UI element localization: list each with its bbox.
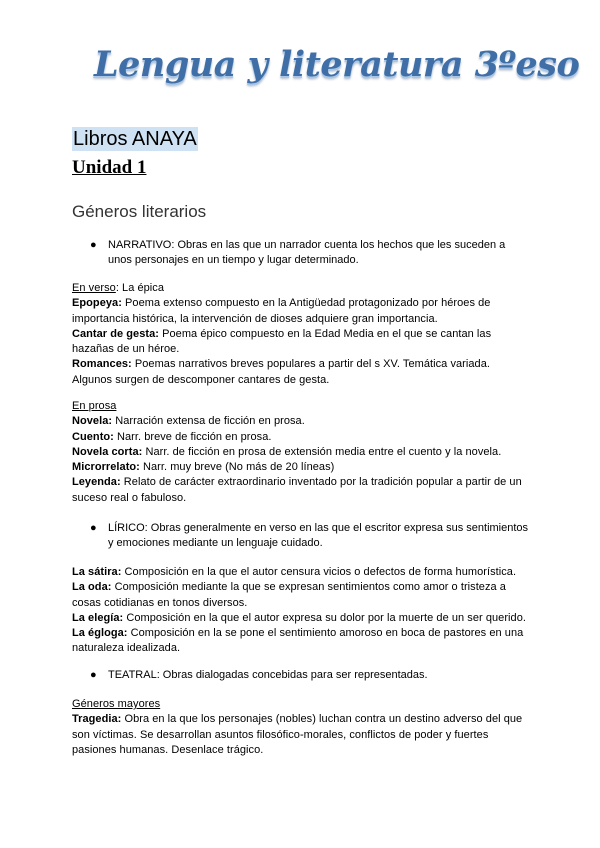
bullet-dot-icon: ● <box>90 522 97 534</box>
definition <box>72 712 532 758</box>
definition <box>72 626 532 657</box>
subheading <box>72 697 532 712</box>
generos-mayores-section <box>72 697 532 758</box>
bullet-text: TEATRAL: Obras dialogadas concebidas para ser representadas. <box>108 669 428 681</box>
term: Cantar de gesta: <box>72 327 159 340</box>
definition <box>72 565 532 580</box>
term: La sátira: <box>72 566 122 578</box>
definition <box>72 430 532 445</box>
term: Cuento: <box>72 430 114 443</box>
definition-text: Composición mediante la que se expresan sentimientos como amor o tristeza a cosas cotidianas en tonos diversos. <box>72 581 506 609</box>
term: Tragedia: <box>72 713 122 726</box>
bullet-dot-icon: ● <box>90 239 97 251</box>
definition-text: Composición en la se pone el sentimiento amoroso en boca de pastores en una naturaleza idealizada. <box>72 627 524 655</box>
page-title: Lengua y literatura 3ºeso <box>94 44 580 85</box>
definition-text: Poema épico compuesto en la Edad Media en el que se cantan las hazañas de un héroe. <box>72 327 492 356</box>
subheading-rest: : La épica <box>115 282 165 294</box>
definition <box>72 445 532 460</box>
definition <box>72 357 532 388</box>
bullet-narrativo <box>90 238 530 269</box>
unit-heading: Unidad 1 <box>72 157 147 178</box>
definition <box>72 414 532 429</box>
books-heading: Libros ANAYA <box>73 128 197 150</box>
bullet-teatral <box>90 668 530 683</box>
bullet-lirico <box>90 521 530 552</box>
subheading <box>72 399 532 414</box>
definition <box>72 475 532 506</box>
section-heading: Géneros literarios <box>72 202 207 221</box>
bullet-text: LÍRICO: Obras generalmente en verso en las que el escritor expresa sus sentimientos y emociones mediante un lenguaje cuidado. <box>108 522 529 550</box>
lirico-section <box>72 565 532 657</box>
term: La oda: <box>72 581 112 594</box>
definition-text: Poemas narrativos breves populares a partir del s XV. Temática variada. Algunos surgen de descomponer cantares de gesta. <box>72 358 490 386</box>
definition-text: Obra en la que los personajes (nobles) luchan contra un destino adverso del que son víctimas. Se desarrollan asuntos filosófico-morales, conflictos de poder y fuertes pasiones humanas. Desenlace trágico. <box>72 713 523 756</box>
subheading-label: Géneros mayores <box>72 698 161 710</box>
definition <box>72 460 532 475</box>
definition-text: Poema extenso compuesto en la Antigüedad protagonizado por héroes de importancia histórica, la intervención de dioses adquiere gran importancia. <box>72 297 491 325</box>
definition <box>72 327 532 358</box>
definition-text: Narración extensa de ficción en prosa. <box>112 415 305 428</box>
definition <box>72 611 532 626</box>
term: Novela corta: <box>72 445 143 458</box>
bullet-text: NARRATIVO: Obras en las que un narrador cuenta los hechos que les suceden a unos personajes en un tiempo y lugar determinado. <box>108 239 506 267</box>
definition <box>72 296 532 327</box>
en-prosa-section <box>72 399 532 506</box>
term: La elegía: <box>72 611 124 624</box>
term: La égloga: <box>72 627 128 640</box>
definition <box>72 580 532 611</box>
definition-text: Narr. de ficción en prosa de extensión media entre el cuento y la novela. <box>142 445 502 458</box>
term: Epopeya: <box>72 297 122 310</box>
en-verso-section <box>72 281 532 388</box>
term: Novela: <box>72 415 113 428</box>
definition-text: Narr. breve de ficción en prosa. <box>113 430 272 443</box>
subheading <box>72 281 532 296</box>
subheading-label: En prosa <box>72 400 117 412</box>
subheading-label: En verso <box>72 282 116 294</box>
definition-text: Composición en la que el autor expresa su dolor por la muerte de un ser querido. <box>123 611 526 624</box>
definition-text: Narr. muy breve (No más de 20 líneas) <box>139 461 335 474</box>
definition-text: Relato de carácter extraordinario inventado por la tradición popular a partir de un suceso real o fabuloso. <box>72 476 522 504</box>
term: Leyenda: <box>72 476 121 489</box>
term: Romances: <box>72 358 132 371</box>
definition-text: Composición en la que el autor censura vicios o defectos de forma humorística. <box>121 566 517 578</box>
bullet-dot-icon: ● <box>90 669 97 681</box>
term: Microrrelato: <box>72 461 140 474</box>
